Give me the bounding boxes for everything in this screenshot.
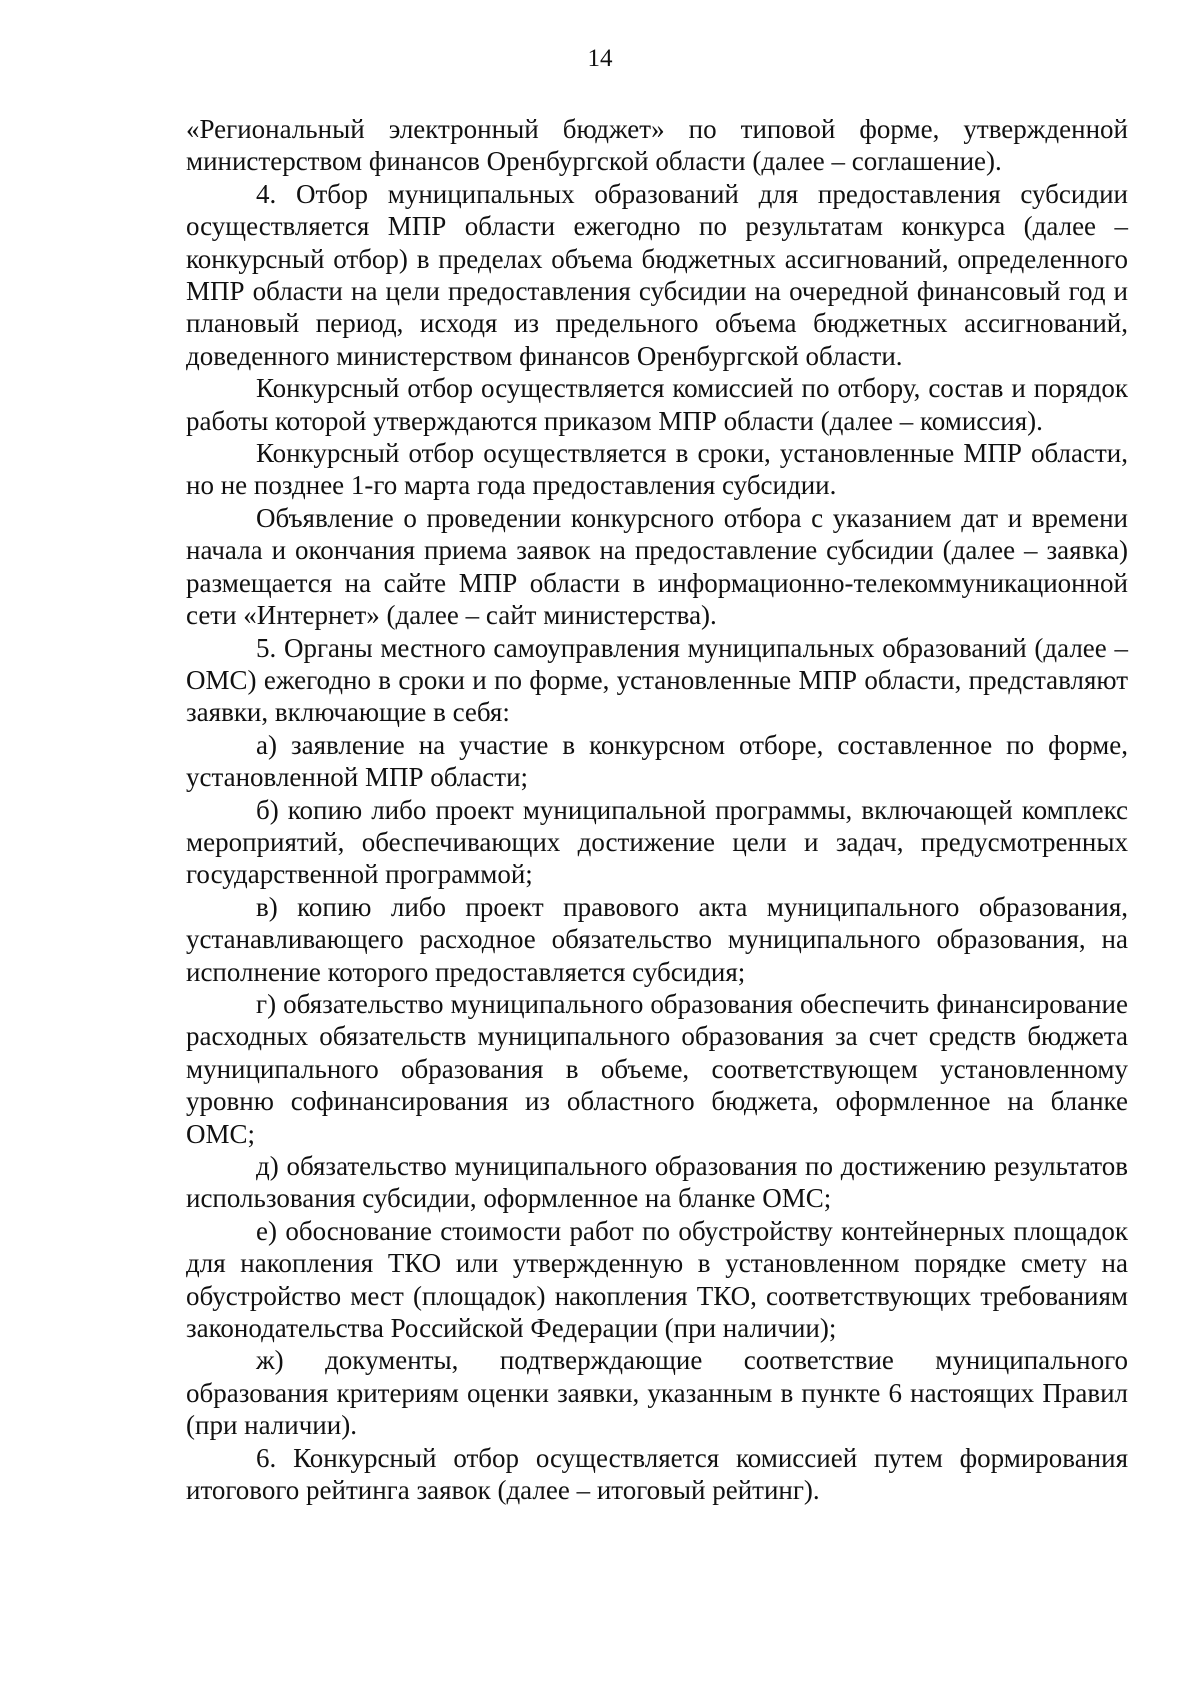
paragraph-subitem-e: е) обоснование стоимости работ по обустройству контейнерных площадок для накопления ТКО или утвержденную в установленном порядке смету на обустройство мест (площадок) накопления ТКО, соответствующих требованиям законодательства Российской Федерации (при наличии); [186, 1215, 1128, 1344]
paragraph-subitem-a: а) заявление на участие в конкурсном отборе, составленное по форме, установленной МПР области; [186, 729, 1128, 793]
paragraph-commission: Конкурсный отбор осуществляется комиссией по отбору, состав и порядок работы которой утверждаются приказом МПР области (далее – комиссия). [186, 373, 1128, 436]
document-body [186, 113, 1128, 1506]
paragraph-item-5: 5. Органы местного самоуправления муниципальных образований (далее – ОМС) ежегодно в сроки и по форме, установленные МПР области, представляют заявки, включающие в себя: [186, 632, 1128, 728]
paragraph-deadline: Конкурсный отбор осуществляется в сроки, установленные МПР области, но не позднее 1-го марта года предоставления субсидии. [186, 438, 1128, 501]
paragraph-subitem-b: б) копию либо проект муниципальной программы, включающей комплекс мероприятий, обеспечивающих достижение цели и задач, предусмотренных государственной программой; [186, 794, 1128, 890]
paragraph-subitem-d: д) обязательство муниципального образования по достижению результатов использования субсидии, оформленное на бланке ОМС; [186, 1151, 1128, 1214]
paragraph-item-6: 6. Конкурсный отбор осуществляется комиссией путем формирования итогового рейтинга заявок (далее – итоговый рейтинг). [186, 1442, 1128, 1506]
page-number: 14 [587, 45, 613, 72]
paragraph-announcement: Объявление о проведении конкурсного отбора с указанием дат и времени начала и окончания приема заявок на предоставление субсидии (далее – заявка) размещается на сайте МПР области в информационно-телекоммуникационной сети «Интернет» (далее – сайт министерства). [186, 502, 1128, 631]
paragraph-subitem-v: в) копию либо проект правового акта муниципального образования, устанавливающего расходное обязательство муниципального образования, на исполнение которого предоставляется субсидия; [186, 891, 1128, 987]
paragraph-subitem-zh: ж) документы, подтверждающие соответствие муниципального образования критериям оценки заявки, указанным в пункте 6 настоящих Правил (при наличии). [186, 1345, 1128, 1441]
paragraph-item-4: 4. Отбор муниципальных образований для предоставления субсидии осуществляется МПР области ежегодно по результатам конкурса (далее – конкурсный отбор) в пределах объема бюджетных ассигнований, определенного МПР области на цели предоставления субсидии на очередной финансовый год и плановый период, исходя из предельного объема бюджетных ассигнований, доведенного министерством финансов Оренбургской области. [186, 178, 1128, 371]
paragraph-subitem-g: г) обязательство муниципального образования обеспечить финансирование расходных обязательств муниципального образования за счет средств бюджета муниципального образования в объеме, соответствующем установленному уровню софинансирования из областного бюджета, оформленное на бланке ОМС; [186, 988, 1128, 1149]
paragraph-continuation: «Региональный электронный бюджет» по типовой форме, утвержденной министерством финансов Оренбургской области (далее – соглашение). [186, 114, 1128, 177]
